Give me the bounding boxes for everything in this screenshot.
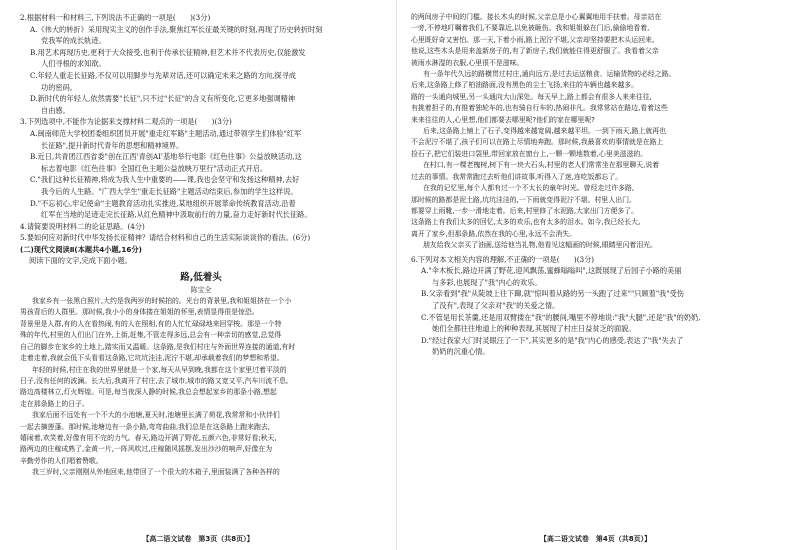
story-line: 殊的年代,村里的人们出门在外,上街,赶集,不管走得多远,总会有一种亲切的感觉,总觉得	[20, 331, 282, 340]
q5: 5.要如何应对新时代中华发扬长征精神？请结合材料和自己的生活实际谈谈你的看法。(6分)	[20, 233, 311, 243]
q3-option-d: D."不忘初心,牢记使命"主题教育活动扎实推进,某地组织开展革命传统教育活动,沿着	[30, 198, 296, 208]
footer-label: 【高二语文试卷 第3页（共8页）】	[142, 535, 254, 543]
q6-option-b: B.父亲看到"我"从陡坡上往下蹿,就"惊叫着从路的另一头跑了过来""只顾着"我"受伤	[421, 289, 684, 299]
page-footer-right	[397, 533, 794, 545]
q3-option-c: C."我们这种长征精神,将成为我人生中重要的——课,我也会坚守和发扬这种精神,去好	[30, 175, 300, 185]
story-line: 离开了家乡,但那条路,依然在我的心里,永远不会消失。	[411, 229, 577, 238]
story-left-body	[20, 296, 382, 479]
story-line: 这条路上有我们太多的回忆,太多的欢乐,也有太多的泪水。如今,我已经长大,	[411, 218, 641, 227]
story-line: 我三岁时,父亲刚刚从外地回来,他带回了一个很大的木箱子,里面装满了各种各样的	[32, 468, 280, 477]
story-line: 心里既好奇又害怕。那一天,下着小雨,路上泥泞不堪,父亲却坚持要把木头运回来。	[411, 35, 659, 44]
story-line: 辛勤劳作的人们唱着赞歌。	[20, 456, 103, 465]
story-line: 有挑着担子的,有推着独轮车的,也有骑自行车的,热闹非凡。我常常站在路边,看着这些	[411, 104, 668, 113]
q3-option-d-cont: 红军在当地的足迹走完长征路,从红色精神中汲取前行的力量,奋力走好新时代长征路。	[41, 210, 312, 220]
story-line: 来来往往的人,心里想,他们都要去哪里呢?他们的家在哪里呢?	[411, 115, 595, 124]
q2-option-d-cont: 自由感。	[41, 105, 70, 115]
story-line: 不会泥泞不堪了,孩子们可以在路上尽情地奔跑。那时候,我最喜欢的事情就是在路上	[411, 138, 664, 147]
story-author: 陈宝全	[190, 286, 212, 295]
q3-option-b-cont: 标志着电影《红色往事》全国红色主题公益放映万里行"活动正式开启。	[41, 163, 268, 173]
q3-option-a-cont: 长征路",提升新时代青年的思想和精神境界。	[41, 140, 184, 150]
q2-option-c-cont: 功的密码。	[41, 82, 77, 92]
section-heading: (二)现代文阅读Ⅱ(本题共4小题,16分)	[20, 244, 142, 254]
q2-stem: 2.根据材料一和材料三,下列说法不正确的一项是( )(3分)	[20, 13, 211, 22]
story-line: 一旁,不停地叮嘱着我们,不要靠近,以免被砸伤。我和姐姐躲在门后,偷偷地看着,	[411, 24, 650, 33]
story-line: 年轻的时候,村庄在我的世界里就是一个家,每天从早到晚,我都在这个家里过着平淡的	[32, 365, 287, 374]
story-line: 自己的脚步在家乡的土地上,踏实而又温暖。这条路,是我们村庄与外面世界连接的通道,有时	[20, 342, 296, 351]
q6-option-c: C.不管是用长茶羹,还是用双臂搂在"我"的腰间,嘴里不停地说:"我"大腿",还是"我"的奶奶,	[421, 312, 701, 322]
story-line: 有一条年代久远的路横贯过村庄,通向远方,是过去运送粮食、运输货物的必经之路。	[423, 70, 676, 79]
q2-option-b-cont: 人们寻根的求知欲。	[41, 59, 106, 69]
story-line: 一起去摘莲蓬。那时候,池塘边有一条小路,弯弯曲曲,我们总是在这条路上跑来跑去,	[20, 422, 270, 431]
q6-option-a: A."伞木板长,路边开满了野花,迎风飘荡,蜜蜂嗡嗡叫",这既展现了后园子小路的美丽	[421, 266, 682, 276]
q4: 4.请简要说明材料二的论证思路。(4分)	[20, 221, 145, 231]
story-line: 走着走着,我就会低下头看看这条路,它坑坑洼洼,泥泞不堪,却承载着我们的梦想和希望。	[20, 354, 284, 363]
q3-stem: 3.下列选项中,不能作为论据来支撑材料二观点的一项是( )(3分)	[20, 117, 232, 127]
story-line: 在我的记忆里,每个人都有过一个不太长的童年时光。曾经走过许多路,	[423, 184, 635, 193]
page-footer-left	[0, 533, 396, 545]
q2-option-a-cont: 党我军的成长轨迹。	[41, 36, 106, 46]
story-right-body	[411, 12, 776, 252]
q2-option-c: C.年轻人重走长征路,不仅可以用脚步与先辈对话,还可以确定未来之路的方向,探寻成	[30, 70, 296, 80]
story-line: 我家后面不远处有一个不大的小池塘,夏天时,池塘里长满了荷花,我常常和小伙伴们	[32, 411, 280, 420]
q2-option-b: B.用艺术再现历史,更利于大众接受,也利于传承长征精神,但艺术并不代表历史,仅能激发	[30, 47, 306, 57]
q6-option-a-cont: 与多彩,也展现了"我"内心的欢乐。	[432, 277, 542, 287]
story-line: 的两间房子中间的门槛。接长木头的时候,父亲总是小心翼翼地用手扶着。母亲站在	[411, 13, 662, 21]
story-line: 在村口,有一棵老槐树,树下有一块大石头,村里的老人们常常坐在那里聊天,说着	[423, 161, 660, 170]
right-page	[397, 0, 794, 550]
story-line: 后来,这条路上铺上了石子,变得越来越宽阔,越来越平坦。一到下雨天,路上就再也	[423, 127, 667, 136]
q3-option-a: A.闽南师范大学校团委组织团员开展"重走红军路"主题活动,通过带领学生们体验"红军	[30, 128, 302, 138]
q6-option-b-cont: 了没有",表现了父亲对"我"的关爱之情。	[432, 300, 560, 310]
q3-option-c-cont: 我今后的人生路。"广西大学生"重走长征路"主题活动结束后,参加的学生这样说。	[41, 186, 298, 196]
story-title: 路,低着头	[180, 272, 222, 284]
story-line: 男孩背后的人群里。那时候,我小小的身体搂在姐姐的怀里,表情显得很是惊恐。	[20, 308, 259, 317]
q6-option-d: D."经过我家大门时灵眼汪了一下",其实更多的是"我"内心的感受,表达了"我"失去了	[421, 335, 684, 345]
story-line: 都要穿上雨靴,一步一滑地走着。后来,村里修了水泥路,大家出门方便多了。	[411, 206, 639, 215]
story-line: 朋友给我父亲买了油画,送给他当礼物,他看见这幅画的时候,眼睛里闪着泪光。	[423, 241, 657, 250]
story-line: 背景里是人群,有的人在看热闹,有的人在照相,有的人忙忙碌碌地来回穿梭。那是一个特	[20, 319, 282, 328]
story-line: 日子,没有任何的波澜。长大后,我离开了村庄,去了城市,城市的路又宽又平,汽车川流不息,	[20, 376, 289, 385]
q2-option-a: A.《伟大的转折》采用现实主义的创作手法,聚焦红军长征最关键的时刻,再现了历史转折时刻	[30, 24, 323, 34]
story-line: 路边高楼林立,灯火辉煌。可是,每当夜深人静的时候,我总会想起家乡的那条小路,想起	[20, 388, 277, 397]
story-line: 后来,这条路上修了柏油路面,没有黑色的尘土飞扬,来往的车辆也越来越多。	[411, 81, 639, 90]
section-instruction: 阅读下面的文字,完成下面小题。	[29, 256, 132, 266]
q3-option-b: B.近日,共青团江西省委"创在江西'青创AI'基地举行电影《红色往事》公益放映活动,这	[30, 152, 302, 162]
story-line: 路两边的庄稼成熟了,金黄一片,一阵风吹过,庄稼随风摇摆,发出沙沙的响声,好像在为	[20, 445, 273, 454]
story-line: 我家乡有一张黑白照片,大约是我两岁的时候拍的。光台的背景里,我和姐姐挤在一个小	[32, 297, 292, 306]
story-line: 他说,这些木头是用来盖新房子的,有了新房子,我们就能住得更舒服了。我看着父亲	[411, 47, 659, 56]
story-line: 嬉闹着,欢笑着,好像有用不完的力气。春天,路边开满了野花,五颜六色,非常好看;秋天,	[20, 433, 277, 442]
story-line: 捡石子,把它们装进口袋里,带回家放在窗台上,一颗一颗地数着,心里美滋滋的。	[411, 149, 648, 158]
story-line: 被雨水淋湿的衣服,心里很不是滋味。	[411, 58, 524, 67]
q6-option-d-cont: 奶奶的沉重心情。	[432, 347, 490, 357]
story-line: 过去的事情。我常常跑过去听他们讲故事,听得入了迷,连吃饭都忘了。	[411, 172, 623, 181]
story-line: 那时候的路都是泥土路,坑坑洼洼的,一下雨就变得泥泞不堪。村里人出门,	[411, 195, 632, 204]
story-line: 路的一头通向城里,另一头通向大山深处。每天早上,路上都会有很多人来来往往,	[411, 92, 652, 101]
q2-option-d: D.新时代的年轻人,依然需要"长征",只不过"长征"的含义有所变化,它更多地强调精神	[30, 94, 296, 104]
footer-label: 【高二语文试卷 第4页（共8页）】	[539, 535, 652, 543]
story-line: 走在那条路上的日子。	[20, 399, 89, 408]
q6-stem: 6.下列对本文相关内容的理解,不正确的一项是( )(3分)	[411, 254, 595, 264]
q6-option-c-cont: 她们全都往往地道上的种种表现,其展现了村庄日益贫乏的面貌。	[432, 324, 636, 334]
